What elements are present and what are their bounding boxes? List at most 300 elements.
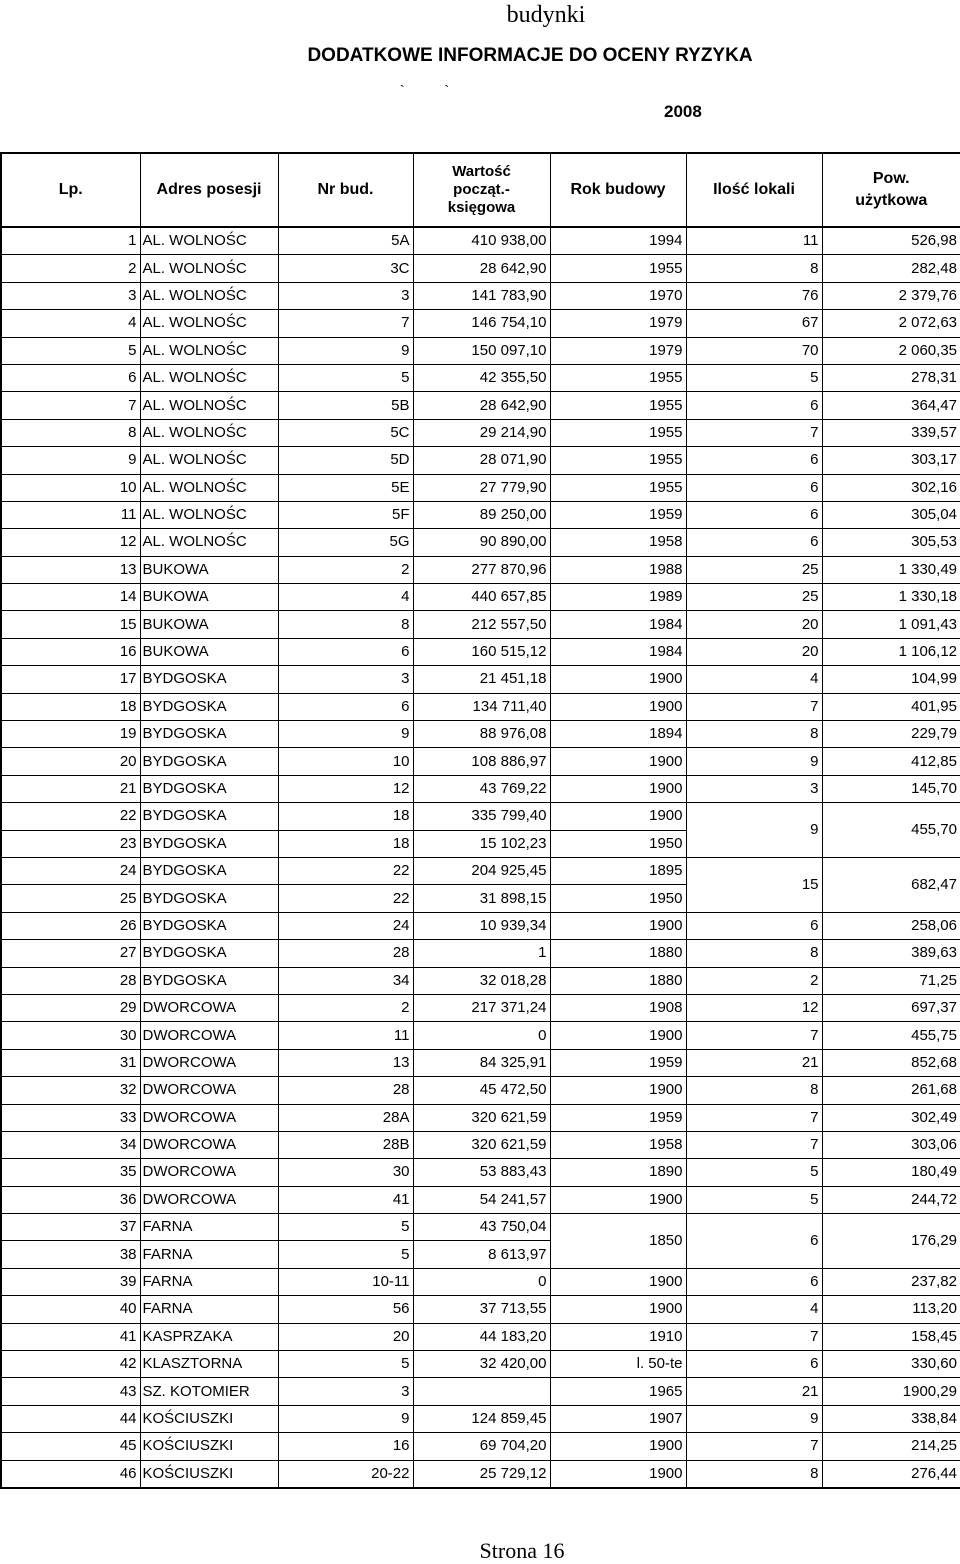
- cell-lp: 23: [1, 830, 140, 857]
- table-row: [1, 501, 960, 528]
- cell-adres: BYDGOSKA: [140, 857, 278, 884]
- cell-pow: 2 060,35: [822, 337, 960, 364]
- cell-lp: 31: [1, 1049, 140, 1076]
- cell-nr: 10: [278, 748, 413, 775]
- cell-nr: 41: [278, 1186, 413, 1213]
- cell-lp: 5: [1, 337, 140, 364]
- table-row: [1, 748, 960, 775]
- cell-adres: DWORCOWA: [140, 1131, 278, 1158]
- cell-rok: 1900: [550, 666, 686, 693]
- cell-nr: 28: [278, 940, 413, 967]
- cell-ilosc: 6: [686, 1268, 822, 1295]
- cell-ilosc: 3: [686, 775, 822, 802]
- cell-wartosc: 8 613,97: [413, 1241, 550, 1268]
- cell-adres: KOŚCIUSZKI: [140, 1460, 278, 1488]
- cell-adres: AL. WOLNOŚC: [140, 227, 278, 255]
- cell-pow: 852,68: [822, 1049, 960, 1076]
- table-row: [1, 1022, 960, 1049]
- cell-wartosc: 10 939,34: [413, 912, 550, 939]
- cell-wartosc: 53 883,43: [413, 1159, 550, 1186]
- cell-lp: 28: [1, 967, 140, 994]
- cell-lp: 40: [1, 1296, 140, 1323]
- cell-rok: 1900: [550, 1022, 686, 1049]
- cell-pow: 1 106,12: [822, 638, 960, 665]
- cell-adres: SZ. KOTOMIER: [140, 1378, 278, 1405]
- cell-adres: DWORCOWA: [140, 1049, 278, 1076]
- cell-nr: 5: [278, 1351, 413, 1378]
- cell-lp: 26: [1, 912, 140, 939]
- cell-nr: 8: [278, 611, 413, 638]
- cell-pow: 339,57: [822, 419, 960, 446]
- document-year: 2008: [664, 102, 702, 121]
- cell-pow: 214,25: [822, 1433, 960, 1460]
- table-row: [1, 227, 960, 255]
- table-row: [1, 1378, 960, 1405]
- cell-wartosc: 0: [413, 1268, 550, 1295]
- cell-rok: 1988: [550, 556, 686, 583]
- cell-wartosc: 28 642,90: [413, 255, 550, 282]
- cell-wartosc: 150 097,10: [413, 337, 550, 364]
- cell-lp: 30: [1, 1022, 140, 1049]
- cell-ilosc: 6: [686, 912, 822, 939]
- cell-lp: 13: [1, 556, 140, 583]
- table-row: [1, 310, 960, 337]
- cell-wartosc: 0: [413, 1022, 550, 1049]
- cell-lp: 10: [1, 474, 140, 501]
- cell-lp: 39: [1, 1268, 140, 1295]
- cell-adres: AL. WOLNOŚC: [140, 392, 278, 419]
- cell-pow: 389,63: [822, 940, 960, 967]
- table-row: [1, 940, 960, 967]
- cell-nr: 2: [278, 556, 413, 583]
- cell-adres: BYDGOSKA: [140, 775, 278, 802]
- cell-pow: 2 379,76: [822, 282, 960, 309]
- cell-nr: 3: [278, 1378, 413, 1405]
- cell-wartosc: 134 711,40: [413, 693, 550, 720]
- cell-ilosc: 5: [686, 364, 822, 391]
- cell-wartosc: 212 557,50: [413, 611, 550, 638]
- cell-nr: 5: [278, 1214, 413, 1241]
- cell-ilosc: 8: [686, 1460, 822, 1488]
- cell-adres: BYDGOSKA: [140, 803, 278, 830]
- cell-rok: 1950: [550, 885, 686, 912]
- cell-adres: BUKOWA: [140, 638, 278, 665]
- cell-pow: 71,25: [822, 967, 960, 994]
- cell-rok: 1900: [550, 1077, 686, 1104]
- cell-ilosc: 6: [686, 392, 822, 419]
- cell-rok: 1950: [550, 830, 686, 857]
- cell-ilosc: 21: [686, 1378, 822, 1405]
- cell-nr: 5B: [278, 392, 413, 419]
- cell-pow: 330,60: [822, 1351, 960, 1378]
- cell-nr: 20-22: [278, 1460, 413, 1488]
- cell-lp: 3: [1, 282, 140, 309]
- cell-wartosc: 29 214,90: [413, 419, 550, 446]
- cell-ilosc: 5: [686, 1186, 822, 1213]
- cell-wartosc: 69 704,20: [413, 1433, 550, 1460]
- cell-rok: l. 50-te: [550, 1351, 686, 1378]
- cell-lp: 20: [1, 748, 140, 775]
- cell-wartosc: [413, 1378, 550, 1405]
- table-row: [1, 1460, 960, 1488]
- cell-pow: 180,49: [822, 1159, 960, 1186]
- cell-pow: 276,44: [822, 1460, 960, 1488]
- stray-marks: ` `: [400, 82, 468, 98]
- cell-pow: 278,31: [822, 364, 960, 391]
- cell-adres: BUKOWA: [140, 611, 278, 638]
- cell-wartosc: 28 071,90: [413, 447, 550, 474]
- cell-lp: 45: [1, 1433, 140, 1460]
- document-category: budynki: [506, 2, 586, 28]
- table-row: [1, 803, 960, 830]
- cell-pow: 1 330,49: [822, 556, 960, 583]
- cell-pow: 158,45: [822, 1323, 960, 1350]
- cell-pow: 113,20: [822, 1296, 960, 1323]
- cell-nr: 22: [278, 885, 413, 912]
- cell-wartosc: 410 938,00: [413, 227, 550, 255]
- cell-wartosc: 146 754,10: [413, 310, 550, 337]
- cell-ilosc: 6: [686, 529, 822, 556]
- cell-wartosc: 15 102,23: [413, 830, 550, 857]
- table-row: [1, 419, 960, 446]
- cell-lp: 1: [1, 227, 140, 255]
- table-row: [1, 584, 960, 611]
- cell-lp: 8: [1, 419, 140, 446]
- cell-ilosc: 9: [686, 803, 822, 858]
- cell-ilosc: 8: [686, 940, 822, 967]
- cell-lp: 21: [1, 775, 140, 802]
- col-header-nr: Nr bud.: [278, 153, 413, 227]
- cell-nr: 18: [278, 830, 413, 857]
- cell-rok: 1900: [550, 912, 686, 939]
- cell-adres: KOŚCIUSZKI: [140, 1433, 278, 1460]
- cell-nr: 5D: [278, 447, 413, 474]
- table-row: [1, 1268, 960, 1295]
- cell-nr: 13: [278, 1049, 413, 1076]
- cell-lp: 11: [1, 501, 140, 528]
- cell-lp: 19: [1, 721, 140, 748]
- col-header-rok: Rok budowy: [550, 153, 686, 227]
- cell-pow: 401,95: [822, 693, 960, 720]
- cell-rok: 1895: [550, 857, 686, 884]
- cell-adres: DWORCOWA: [140, 1104, 278, 1131]
- cell-rok: 1958: [550, 1131, 686, 1158]
- cell-rok: 1880: [550, 940, 686, 967]
- cell-ilosc: 8: [686, 1077, 822, 1104]
- cell-adres: BYDGOSKA: [140, 940, 278, 967]
- cell-pow: 104,99: [822, 666, 960, 693]
- cell-adres: DWORCOWA: [140, 994, 278, 1021]
- cell-lp: 41: [1, 1323, 140, 1350]
- cell-pow: 258,06: [822, 912, 960, 939]
- col-header-wartosc: [413, 153, 550, 227]
- cell-wartosc: 42 355,50: [413, 364, 550, 391]
- cell-adres: AL. WOLNOŚC: [140, 255, 278, 282]
- cell-ilosc: 76: [686, 282, 822, 309]
- cell-nr: 12: [278, 775, 413, 802]
- cell-rok: 1955: [550, 392, 686, 419]
- table-row: [1, 912, 960, 939]
- cell-adres: DWORCOWA: [140, 1186, 278, 1213]
- cell-pow: 244,72: [822, 1186, 960, 1213]
- cell-wartosc: 37 713,55: [413, 1296, 550, 1323]
- cell-wartosc: 25 729,12: [413, 1460, 550, 1488]
- cell-wartosc: 160 515,12: [413, 638, 550, 665]
- cell-rok: 1979: [550, 337, 686, 364]
- cell-nr: 18: [278, 803, 413, 830]
- cell-pow: 526,98: [822, 227, 960, 255]
- cell-adres: BYDGOSKA: [140, 830, 278, 857]
- cell-nr: 3C: [278, 255, 413, 282]
- table-body: [1, 227, 960, 1488]
- cell-nr: 30: [278, 1159, 413, 1186]
- cell-nr: 34: [278, 967, 413, 994]
- cell-ilosc: 6: [686, 1214, 822, 1269]
- page-number: Strona 16: [479, 1538, 565, 1563]
- table-row: [1, 1214, 960, 1241]
- cell-rok: 1959: [550, 1049, 686, 1076]
- cell-nr: 28B: [278, 1131, 413, 1158]
- table-row: [1, 474, 960, 501]
- cell-rok: 1989: [550, 584, 686, 611]
- cell-pow: 682,47: [822, 857, 960, 912]
- table-row: [1, 1433, 960, 1460]
- cell-wartosc: 21 451,18: [413, 666, 550, 693]
- cell-wartosc: 217 371,24: [413, 994, 550, 1021]
- cell-adres: DWORCOWA: [140, 1022, 278, 1049]
- cell-pow: 2 072,63: [822, 310, 960, 337]
- cell-adres: KOŚCIUSZKI: [140, 1405, 278, 1432]
- cell-nr: 5F: [278, 501, 413, 528]
- cell-ilosc: 12: [686, 994, 822, 1021]
- table-row: [1, 857, 960, 884]
- cell-rok: 1958: [550, 529, 686, 556]
- cell-lp: 27: [1, 940, 140, 967]
- cell-pow: 303,17: [822, 447, 960, 474]
- cell-adres: FARNA: [140, 1214, 278, 1241]
- cell-pow: 364,47: [822, 392, 960, 419]
- cell-nr: 28A: [278, 1104, 413, 1131]
- cell-lp: 24: [1, 857, 140, 884]
- cell-ilosc: 2: [686, 967, 822, 994]
- cell-ilosc: 7: [686, 693, 822, 720]
- table-row: [1, 693, 960, 720]
- cell-pow: 303,06: [822, 1131, 960, 1158]
- cell-lp: 34: [1, 1131, 140, 1158]
- cell-rok: 1970: [550, 282, 686, 309]
- cell-nr: 9: [278, 1405, 413, 1432]
- cell-ilosc: 6: [686, 501, 822, 528]
- cell-ilosc: 7: [686, 1104, 822, 1131]
- cell-nr: 7: [278, 310, 413, 337]
- cell-adres: AL. WOLNOŚC: [140, 310, 278, 337]
- cell-ilosc: 6: [686, 474, 822, 501]
- cell-lp: 4: [1, 310, 140, 337]
- cell-wartosc: 45 472,50: [413, 1077, 550, 1104]
- cell-rok: 1959: [550, 1104, 686, 1131]
- cell-adres: DWORCOWA: [140, 1077, 278, 1104]
- cell-ilosc: 6: [686, 1351, 822, 1378]
- cell-rok: 1910: [550, 1323, 686, 1350]
- cell-wartosc: 335 799,40: [413, 803, 550, 830]
- cell-adres: BYDGOSKA: [140, 912, 278, 939]
- cell-adres: AL. WOLNOŚC: [140, 364, 278, 391]
- table-row: [1, 392, 960, 419]
- cell-adres: AL. WOLNOŚC: [140, 474, 278, 501]
- table-row: [1, 638, 960, 665]
- cell-rok: 1894: [550, 721, 686, 748]
- cell-lp: 44: [1, 1405, 140, 1432]
- cell-ilosc: 4: [686, 666, 822, 693]
- cell-nr: 28: [278, 1077, 413, 1104]
- cell-nr: 22: [278, 857, 413, 884]
- cell-nr: 5: [278, 364, 413, 391]
- cell-wartosc: 44 183,20: [413, 1323, 550, 1350]
- cell-adres: AL. WOLNOŚC: [140, 447, 278, 474]
- col-header-ilosc: Ilość lokali: [686, 153, 822, 227]
- cell-rok: 1900: [550, 775, 686, 802]
- cell-rok: 1900: [550, 693, 686, 720]
- table-row: [1, 1186, 960, 1213]
- table-row: [1, 447, 960, 474]
- cell-lp: 32: [1, 1077, 140, 1104]
- table-row: [1, 282, 960, 309]
- cell-ilosc: 20: [686, 638, 822, 665]
- cell-nr: 9: [278, 721, 413, 748]
- table-row: [1, 1159, 960, 1186]
- cell-rok: 1907: [550, 1405, 686, 1432]
- table-row: [1, 775, 960, 802]
- cell-nr: 9: [278, 337, 413, 364]
- cell-ilosc: 11: [686, 227, 822, 255]
- cell-adres: BUKOWA: [140, 556, 278, 583]
- cell-ilosc: 7: [686, 1323, 822, 1350]
- col-header-wartosc-line2: począt.-: [453, 181, 510, 198]
- table-row: [1, 721, 960, 748]
- table-row: [1, 337, 960, 364]
- cell-rok: 1900: [550, 1296, 686, 1323]
- col-header-wartosc-line3: księgowa: [447, 199, 516, 216]
- cell-pow: 1 091,43: [822, 611, 960, 638]
- cell-lp: 9: [1, 447, 140, 474]
- cell-pow: 412,85: [822, 748, 960, 775]
- cell-ilosc: 4: [686, 1296, 822, 1323]
- table-row: [1, 255, 960, 282]
- cell-rok: 1955: [550, 364, 686, 391]
- cell-pow: 455,75: [822, 1022, 960, 1049]
- cell-adres: AL. WOLNOŚC: [140, 282, 278, 309]
- cell-lp: 35: [1, 1159, 140, 1186]
- cell-nr: 16: [278, 1433, 413, 1460]
- table-row: [1, 1323, 960, 1350]
- table-row: [1, 364, 960, 391]
- cell-wartosc: 320 621,59: [413, 1104, 550, 1131]
- cell-pow: 229,79: [822, 721, 960, 748]
- cell-wartosc: 277 870,96: [413, 556, 550, 583]
- cell-ilosc: 67: [686, 310, 822, 337]
- cell-rok: 1984: [550, 611, 686, 638]
- cell-pow: 176,29: [822, 1214, 960, 1269]
- cell-nr: 3: [278, 282, 413, 309]
- cell-lp: 17: [1, 666, 140, 693]
- cell-wartosc: 43 750,04: [413, 1214, 550, 1241]
- col-header-lp: Lp.: [1, 153, 140, 227]
- cell-ilosc: 8: [686, 721, 822, 748]
- cell-lp: 36: [1, 1186, 140, 1213]
- cell-lp: 14: [1, 584, 140, 611]
- cell-nr: 3: [278, 666, 413, 693]
- cell-rok: 1850: [550, 1214, 686, 1269]
- cell-adres: BUKOWA: [140, 584, 278, 611]
- cell-rok: 1955: [550, 447, 686, 474]
- cell-wartosc: 88 976,08: [413, 721, 550, 748]
- cell-nr: 10-11: [278, 1268, 413, 1295]
- table-row: [1, 529, 960, 556]
- cell-rok: 1994: [550, 227, 686, 255]
- table-row: [1, 1077, 960, 1104]
- cell-rok: 1900: [550, 803, 686, 830]
- cell-pow: 305,53: [822, 529, 960, 556]
- cell-lp: 33: [1, 1104, 140, 1131]
- cell-ilosc: 6: [686, 447, 822, 474]
- cell-wartosc: 27 779,90: [413, 474, 550, 501]
- cell-lp: 7: [1, 392, 140, 419]
- cell-rok: 1900: [550, 1433, 686, 1460]
- cell-nr: 11: [278, 1022, 413, 1049]
- cell-adres: KASPRZAKA: [140, 1323, 278, 1350]
- cell-wartosc: 440 657,85: [413, 584, 550, 611]
- col-header-adres: Adres posesji: [140, 153, 278, 227]
- cell-nr: 5C: [278, 419, 413, 446]
- cell-wartosc: 141 783,90: [413, 282, 550, 309]
- cell-wartosc: 32 018,28: [413, 967, 550, 994]
- cell-adres: AL. WOLNOŚC: [140, 419, 278, 446]
- cell-pow: 305,04: [822, 501, 960, 528]
- cell-ilosc: 20: [686, 611, 822, 638]
- cell-ilosc: 15: [686, 857, 822, 912]
- cell-lp: 38: [1, 1241, 140, 1268]
- cell-wartosc: 108 886,97: [413, 748, 550, 775]
- table-row: [1, 556, 960, 583]
- table-row: [1, 1104, 960, 1131]
- cell-wartosc: 124 859,45: [413, 1405, 550, 1432]
- cell-ilosc: 7: [686, 1022, 822, 1049]
- cell-adres: FARNA: [140, 1268, 278, 1295]
- cell-adres: BYDGOSKA: [140, 666, 278, 693]
- cell-lp: 2: [1, 255, 140, 282]
- cell-wartosc: 84 325,91: [413, 1049, 550, 1076]
- cell-wartosc: 54 241,57: [413, 1186, 550, 1213]
- table-header-row: [1, 153, 960, 227]
- cell-nr: 6: [278, 693, 413, 720]
- cell-rok: 1979: [550, 310, 686, 337]
- table-row: [1, 967, 960, 994]
- cell-pow: 302,49: [822, 1104, 960, 1131]
- cell-rok: 1908: [550, 994, 686, 1021]
- cell-adres: BYDGOSKA: [140, 967, 278, 994]
- cell-ilosc: 25: [686, 556, 822, 583]
- cell-lp: 12: [1, 529, 140, 556]
- cell-ilosc: 5: [686, 1159, 822, 1186]
- cell-wartosc: 89 250,00: [413, 501, 550, 528]
- cell-pow: 261,68: [822, 1077, 960, 1104]
- cell-wartosc: 320 621,59: [413, 1131, 550, 1158]
- buildings-table: [0, 152, 960, 1489]
- col-header-pow-line1: Pow.: [872, 170, 910, 187]
- cell-pow: 338,84: [822, 1405, 960, 1432]
- cell-rok: 1955: [550, 419, 686, 446]
- cell-adres: KLASZTORNA: [140, 1351, 278, 1378]
